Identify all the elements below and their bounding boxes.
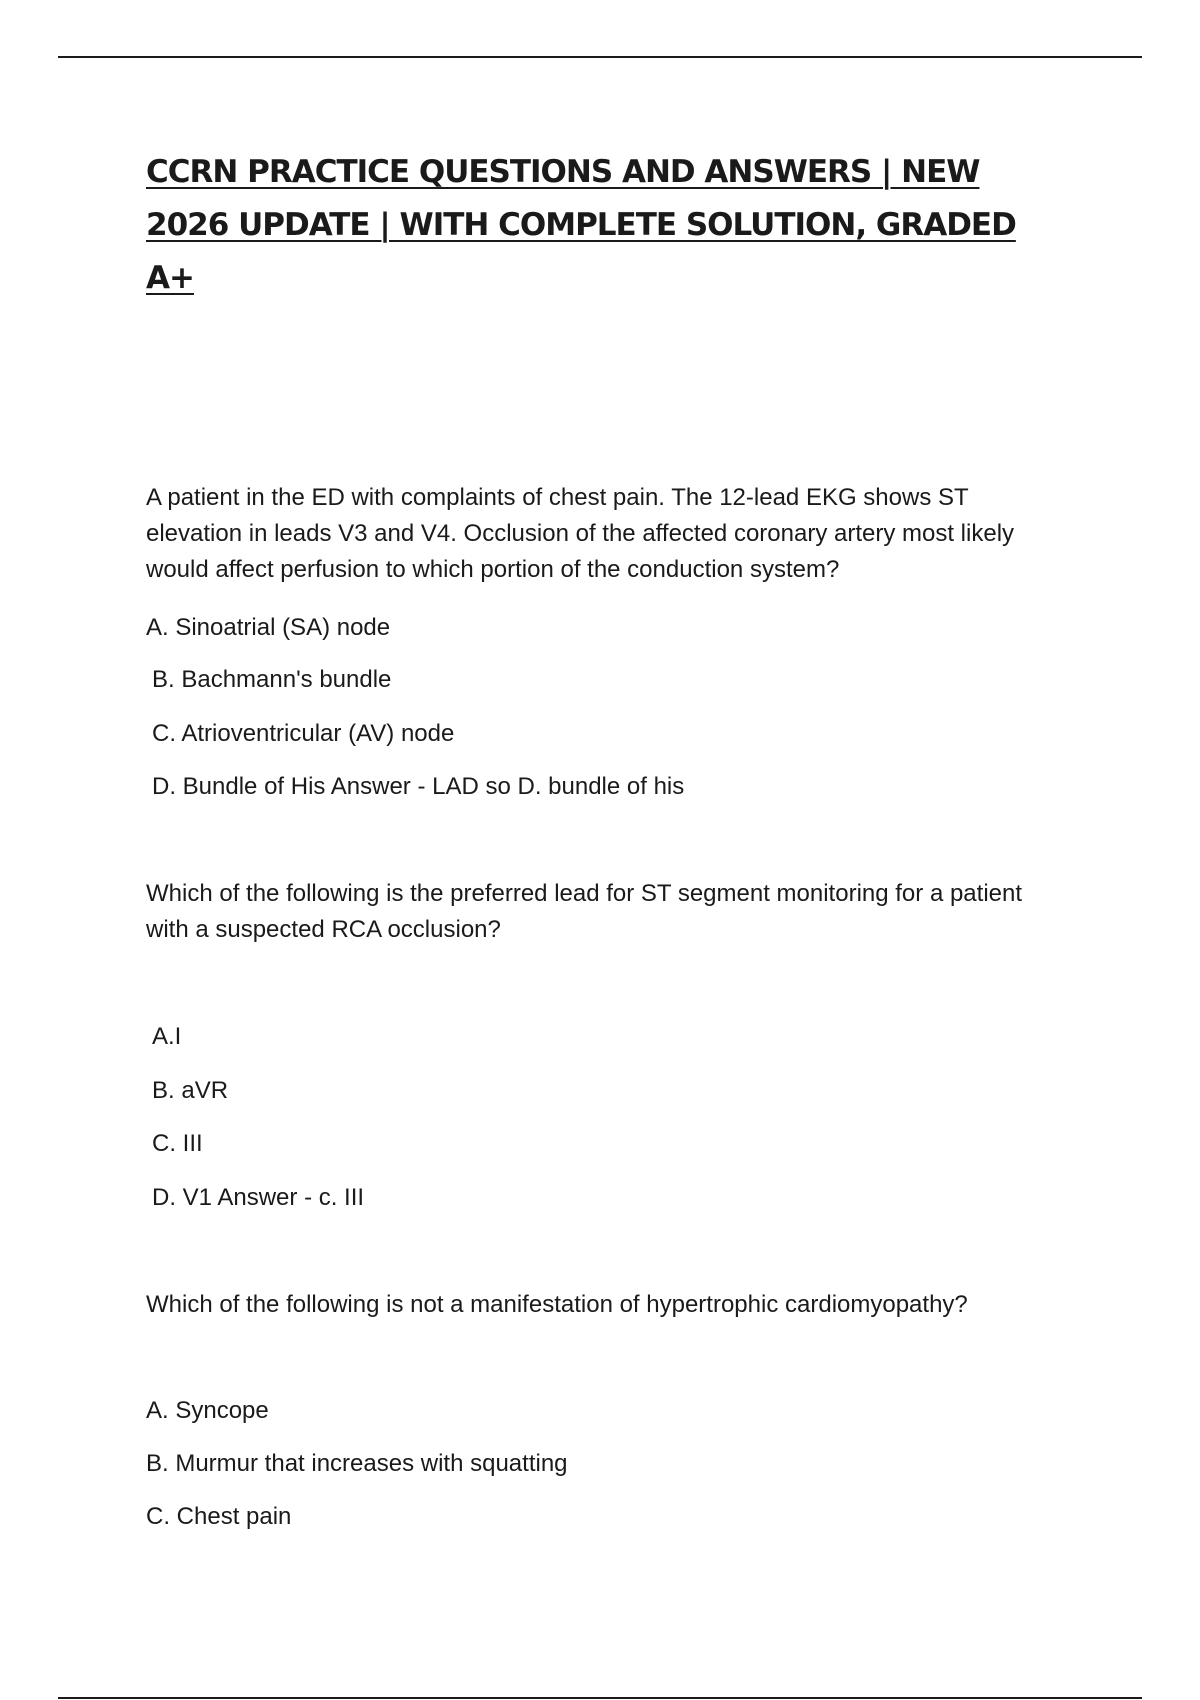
question-1-option-d: D. Bundle of His Answer - LAD so D. bundle of his [152,773,685,800]
question-2-option-a: A.I [152,1023,182,1050]
question-2-option-c: C. III [152,1130,203,1157]
question-2-option-b: B. aVR [152,1077,229,1104]
document-title: CCRN PRACTICE QUESTIONS AND ANSWERS | NEW 2026 UPDATE | WITH COMPLETE SOLUTION, GRADED A+ [146,154,1016,296]
header-rule [58,56,1142,58]
question-3-option-c: C. Chest pain [146,1503,292,1530]
question-3-option-a: A. Syncope [146,1397,269,1424]
question-1-option-c: C. Atrioventricular (AV) node [152,720,455,747]
question-2-option-d: D. V1 Answer - c. III [152,1184,365,1211]
question-1-option-b: B. Bachmann's bundle [152,666,392,693]
question-2-text: Which of the following is the preferred lead for ST segment monitoring for a patient with a suspected RCA occlusion? [146,880,1023,943]
question-3-text: Which of the following is not a manifestation of hypertrophic cardiomyopathy? [146,1291,968,1318]
question-3-option-b: B. Murmur that increases with squatting [146,1450,568,1477]
question-1-text: A patient in the ED with complaints of chest pain. The 12-lead EKG shows ST elevation in leads V3 and V4. Occlusion of the affected coronary artery most likely would affect perfusion to which portion of the conduction system? [146,484,1015,583]
footer-rule [58,1697,1142,1699]
question-1-option-a: A. Sinoatrial (SA) node [146,614,391,641]
